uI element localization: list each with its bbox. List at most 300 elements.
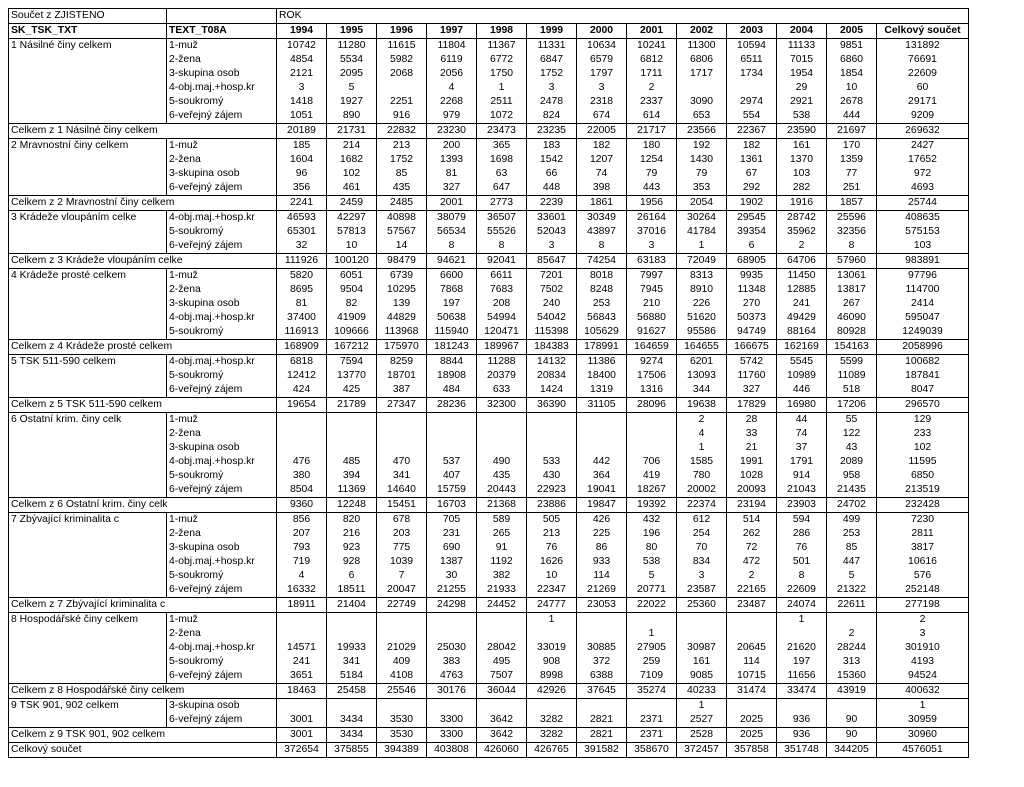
value-cell: 55526 (477, 225, 527, 239)
group-total-cell: 35274 (627, 684, 677, 699)
value-cell: 1393 (427, 153, 477, 167)
value-cell: 10634 (577, 39, 627, 54)
row-total-cell: 129 (877, 413, 969, 428)
value-cell: 780 (677, 469, 727, 483)
value-cell: 775 (377, 541, 427, 555)
group-total-cell: 90 (827, 728, 877, 743)
value-cell (377, 613, 427, 628)
row-total-cell: 1 (877, 699, 969, 714)
value-cell: 647 (477, 181, 527, 196)
value-cell: 114 (577, 569, 627, 583)
value-cell: 933 (577, 555, 627, 569)
value-cell: 11348 (727, 283, 777, 297)
group-total-cell: 31474 (727, 684, 777, 699)
value-cell: 196 (627, 527, 677, 541)
subtype-label: 6-veřejný zájem (167, 383, 277, 398)
data-row (9, 39, 969, 54)
group-total-cell: 23903 (777, 498, 827, 513)
value-cell (627, 413, 677, 428)
value-cell: 5742 (727, 355, 777, 370)
value-cell: 4763 (427, 669, 477, 684)
value-cell: 7683 (477, 283, 527, 297)
value-cell (327, 699, 377, 714)
value-cell: 197 (427, 297, 477, 311)
value-cell: 470 (377, 455, 427, 469)
value-cell: 20771 (627, 583, 677, 598)
group-total-cell: 23053 (577, 598, 627, 613)
group-total-cell: 2773 (477, 196, 527, 211)
value-cell: 251 (827, 181, 877, 196)
value-cell: 11656 (777, 669, 827, 684)
group-total-cell: 22611 (827, 598, 877, 613)
value-cell: 26164 (627, 211, 677, 226)
subtype-label: 3-skupina osob (167, 67, 277, 81)
group-total-cell: 98479 (377, 254, 427, 269)
value-cell: 114 (727, 655, 777, 669)
title-row (9, 9, 969, 24)
group-total-row (9, 598, 969, 613)
value-cell: 2 (827, 627, 877, 641)
value-cell: 313 (827, 655, 877, 669)
value-cell: 6739 (377, 269, 427, 284)
corner-spacer (167, 9, 277, 24)
value-cell: 170 (827, 139, 877, 154)
value-cell: 259 (627, 655, 677, 669)
value-cell: 1028 (727, 469, 777, 483)
value-cell: 1682 (327, 153, 377, 167)
value-cell (577, 699, 627, 714)
group-total-cell: 23886 (527, 498, 577, 513)
row-total-cell: 575153 (877, 225, 969, 239)
value-cell (477, 427, 527, 441)
column-header-subtype: TEXT_T08A (167, 24, 277, 39)
column-header-total: Celkový součet (877, 24, 969, 39)
value-cell: 435 (477, 469, 527, 483)
row-total-cell: 100682 (877, 355, 969, 370)
value-cell: 82 (327, 297, 377, 311)
value-cell: 7507 (477, 669, 527, 684)
subtype-label: 6-veřejný zájem (167, 669, 277, 684)
column-header-year: 2004 (777, 24, 827, 39)
value-cell: 5534 (327, 53, 377, 67)
value-cell: 10295 (377, 283, 427, 297)
grand-total-sum: 4576051 (877, 743, 969, 758)
value-cell: 2121 (277, 67, 327, 81)
value-cell: 448 (527, 181, 577, 196)
value-cell: 3 (677, 569, 727, 583)
group-total-sum: 25744 (877, 196, 969, 211)
group-total-cell: 42926 (527, 684, 577, 699)
value-cell: 2921 (777, 95, 827, 109)
value-cell: 7868 (427, 283, 477, 297)
group-total-cell: 74254 (577, 254, 627, 269)
group-total-row (9, 254, 969, 269)
value-cell: 80928 (827, 325, 877, 340)
value-cell: 13093 (677, 369, 727, 383)
group-total-cell: 2459 (327, 196, 377, 211)
pivot-table (8, 8, 969, 758)
value-cell: 7201 (527, 269, 577, 284)
header-row (9, 24, 969, 39)
value-cell: 514 (727, 513, 777, 528)
value-cell: 225 (577, 527, 627, 541)
value-cell: 44 (777, 413, 827, 428)
value-cell: 213 (377, 139, 427, 154)
group-total-row (9, 340, 969, 355)
value-cell: 18908 (427, 369, 477, 383)
value-cell: 706 (627, 455, 677, 469)
value-cell: 1 (677, 239, 727, 254)
value-cell: 85 (827, 541, 877, 555)
value-cell: 908 (527, 655, 577, 669)
value-cell (377, 627, 427, 641)
value-cell: 3282 (527, 713, 577, 728)
value-cell (527, 413, 577, 428)
value-cell: 42297 (327, 211, 377, 226)
value-cell: 2068 (377, 67, 427, 81)
group-total-label: Celkem z 8 Hospodářské činy celkem (9, 684, 277, 699)
row-total-cell: 2414 (877, 297, 969, 311)
group-total-cell: 23590 (777, 124, 827, 139)
group-total-cell: 2371 (627, 728, 677, 743)
value-cell: 353 (677, 181, 727, 196)
value-cell: 203 (377, 527, 427, 541)
value-cell: 690 (427, 541, 477, 555)
value-cell: 6051 (327, 269, 377, 284)
value-cell: 103 (777, 167, 827, 181)
value-cell: 8910 (677, 283, 727, 297)
value-cell: 28244 (827, 641, 877, 655)
value-cell (427, 413, 477, 428)
value-cell: 241 (277, 655, 327, 669)
subtype-label: 2-žena (167, 53, 277, 67)
column-header-year: 1995 (327, 24, 377, 39)
value-cell: 614 (627, 109, 677, 124)
column-header-year: 2000 (577, 24, 627, 39)
subtype-label: 5-soukromý (167, 369, 277, 383)
value-cell: 383 (427, 655, 477, 669)
grand-total-cell: 403808 (427, 743, 477, 758)
value-cell: 18267 (627, 483, 677, 498)
group-total-cell: 168909 (277, 340, 327, 355)
row-total-cell: 2427 (877, 139, 969, 154)
value-cell: 11331 (527, 39, 577, 54)
value-cell: 11133 (777, 39, 827, 54)
data-row (9, 211, 969, 226)
value-cell: 54994 (477, 311, 527, 325)
value-cell: 10 (827, 81, 877, 95)
value-cell: 9085 (677, 669, 727, 684)
value-cell: 38079 (427, 211, 477, 226)
group-total-cell: 31105 (577, 398, 627, 413)
data-row (9, 139, 969, 154)
group-total-cell: 37645 (577, 684, 627, 699)
value-cell: 182 (727, 139, 777, 154)
value-cell: 7109 (627, 669, 677, 684)
value-cell: 14 (377, 239, 427, 254)
value-cell: 22347 (527, 583, 577, 598)
row-total-cell: 102 (877, 441, 969, 455)
value-cell: 10 (527, 569, 577, 583)
value-cell: 11804 (427, 39, 477, 54)
value-cell: 1626 (527, 555, 577, 569)
value-cell: 21255 (427, 583, 477, 598)
category-label: 6 Ostatní krim. činy celk (9, 413, 167, 498)
group-total-cell: 28096 (627, 398, 677, 413)
value-cell: 8018 (577, 269, 627, 284)
value-cell: 20645 (727, 641, 777, 655)
value-cell (677, 81, 727, 95)
value-cell: 7945 (627, 283, 677, 297)
value-cell: 15360 (827, 669, 877, 684)
value-cell: 40898 (377, 211, 427, 226)
subtype-label: 6-veřejný zájem (167, 583, 277, 598)
group-total-cell: 22367 (727, 124, 777, 139)
group-total-sum: 232428 (877, 498, 969, 513)
value-cell: 81 (277, 297, 327, 311)
value-cell: 484 (427, 383, 477, 398)
value-cell: 705 (427, 513, 477, 528)
value-cell: 11288 (477, 355, 527, 370)
group-total-cell: 24777 (527, 598, 577, 613)
value-cell: 21 (727, 441, 777, 455)
value-cell: 116913 (277, 325, 327, 340)
value-cell: 2095 (327, 67, 377, 81)
value-cell: 21620 (777, 641, 827, 655)
subtype-label: 3-skupina osob (167, 699, 277, 714)
group-total-sum: 2058996 (877, 340, 969, 355)
value-cell: 1791 (777, 455, 827, 469)
group-total-cell: 162169 (777, 340, 827, 355)
value-cell: 5599 (827, 355, 877, 370)
value-cell: 270 (727, 297, 777, 311)
value-cell (627, 699, 677, 714)
subtype-label: 2-žena (167, 627, 277, 641)
value-cell (477, 627, 527, 641)
group-total-cell: 23473 (477, 124, 527, 139)
value-cell: 936 (777, 713, 827, 728)
row-total-cell: 9209 (877, 109, 969, 124)
value-cell: 216 (327, 527, 377, 541)
subtype-label: 4-obj.maj.+hosp.kr (167, 455, 277, 469)
value-cell: 113968 (377, 325, 427, 340)
group-total-cell: 166675 (727, 340, 777, 355)
group-total-cell: 2241 (277, 196, 327, 211)
subtype-label: 3-skupina osob (167, 441, 277, 455)
value-cell: 37 (777, 441, 827, 455)
value-cell: 419 (627, 469, 677, 483)
data-row (9, 699, 969, 714)
grand-total-cell: 391582 (577, 743, 627, 758)
value-cell: 21269 (577, 583, 627, 598)
group-total-cell: 28236 (427, 398, 477, 413)
group-total-cell: 20189 (277, 124, 327, 139)
value-cell: 442 (577, 455, 627, 469)
value-cell: 7997 (627, 269, 677, 284)
value-cell: 1604 (277, 153, 327, 167)
group-total-cell: 36390 (527, 398, 577, 413)
value-cell: 33 (727, 427, 777, 441)
value-cell: 29 (777, 81, 827, 95)
category-label: 2 Mravnostní činy celkem (9, 139, 167, 196)
group-total-cell: 33474 (777, 684, 827, 699)
value-cell: 8504 (277, 483, 327, 498)
value-cell: 11450 (777, 269, 827, 284)
value-cell (377, 413, 427, 428)
value-cell: 4854 (277, 53, 327, 67)
grand-total-cell: 394389 (377, 743, 427, 758)
row-total-cell: 2811 (877, 527, 969, 541)
value-cell: 63 (477, 167, 527, 181)
group-total-cell: 18463 (277, 684, 327, 699)
group-total-cell: 19638 (677, 398, 727, 413)
group-total-cell: 184383 (527, 340, 577, 355)
value-cell: 6388 (577, 669, 627, 684)
subtype-label: 1-muž (167, 139, 277, 154)
value-cell: 76 (527, 541, 577, 555)
value-cell: 11615 (377, 39, 427, 54)
value-cell (577, 613, 627, 628)
value-cell: 91627 (627, 325, 677, 340)
value-cell: 719 (277, 555, 327, 569)
value-cell: 6119 (427, 53, 477, 67)
group-total-cell: 19392 (627, 498, 677, 513)
row-total-cell: 94524 (877, 669, 969, 684)
value-cell (577, 427, 627, 441)
subtype-label: 6-veřejný zájem (167, 109, 277, 124)
grand-total-cell: 351748 (777, 743, 827, 758)
value-cell (477, 613, 527, 628)
group-total-cell: 3001 (277, 728, 327, 743)
group-total-cell: 21404 (327, 598, 377, 613)
value-cell: 11369 (327, 483, 377, 498)
value-cell: 41909 (327, 311, 377, 325)
value-cell: 6772 (477, 53, 527, 67)
column-header-year: 2001 (627, 24, 677, 39)
group-total-cell: 3642 (477, 728, 527, 743)
value-cell: 90 (827, 713, 877, 728)
value-cell: 28742 (777, 211, 827, 226)
group-total-cell: 23487 (727, 598, 777, 613)
group-total-cell: 1956 (627, 196, 677, 211)
value-cell: 20379 (477, 369, 527, 383)
value-cell: 95586 (677, 325, 727, 340)
row-total-cell: 60 (877, 81, 969, 95)
data-row (9, 513, 969, 528)
value-cell: 86 (577, 541, 627, 555)
value-cell: 3434 (327, 713, 377, 728)
value-cell: 447 (827, 555, 877, 569)
value-cell (727, 613, 777, 628)
value-cell (777, 699, 827, 714)
value-cell: 8695 (277, 283, 327, 297)
group-total-row (9, 684, 969, 699)
value-cell: 3090 (677, 95, 727, 109)
value-cell: 533 (527, 455, 577, 469)
value-cell: 13061 (827, 269, 877, 284)
value-cell: 2511 (477, 95, 527, 109)
value-cell: 7502 (527, 283, 577, 297)
value-cell: 35962 (777, 225, 827, 239)
value-cell (377, 699, 427, 714)
grand-total-cell: 344205 (827, 743, 877, 758)
value-cell: 1797 (577, 67, 627, 81)
group-total-row (9, 398, 969, 413)
value-cell: 820 (327, 513, 377, 528)
value-cell: 65301 (277, 225, 327, 239)
subtype-label: 4-obj.maj.+hosp.kr (167, 641, 277, 655)
subtype-label: 5-soukromý (167, 225, 277, 239)
value-cell (377, 427, 427, 441)
value-cell: 1717 (677, 67, 727, 81)
value-cell: 3642 (477, 713, 527, 728)
value-cell: 2318 (577, 95, 627, 109)
value-cell: 490 (477, 455, 527, 469)
category-label: 4 Krádeže prosté celkem (9, 269, 167, 340)
category-label: 7 Zbývající kriminalita c (9, 513, 167, 598)
subtype-label: 5-soukromý (167, 655, 277, 669)
category-label: 9 TSK 901, 902 celkem (9, 699, 167, 728)
value-cell: 20443 (477, 483, 527, 498)
value-cell: 66 (527, 167, 577, 181)
row-total-cell: 114700 (877, 283, 969, 297)
value-cell: 505 (527, 513, 577, 528)
group-total-cell: 181243 (427, 340, 477, 355)
value-cell: 18511 (327, 583, 377, 598)
value-cell: 292 (727, 181, 777, 196)
value-cell: 8 (827, 239, 877, 254)
value-cell (627, 613, 677, 628)
value-cell: 6600 (427, 269, 477, 284)
value-cell: 3530 (377, 713, 427, 728)
group-total-cell: 2025 (727, 728, 777, 743)
group-total-cell: 167212 (327, 340, 377, 355)
category-label: 8 Hospodářské činy celkem (9, 613, 167, 684)
value-cell: 8 (777, 569, 827, 583)
value-cell (677, 613, 727, 628)
group-total-cell: 30176 (427, 684, 477, 699)
value-cell: 76 (777, 541, 827, 555)
subtype-label: 4-obj.maj.+hosp.kr (167, 555, 277, 569)
grand-total-cell: 375855 (327, 743, 377, 758)
value-cell: 56843 (577, 311, 627, 325)
group-total-cell: 23194 (727, 498, 777, 513)
value-cell: 16332 (277, 583, 327, 598)
subtype-label: 5-soukromý (167, 569, 277, 583)
row-total-cell: 3 (877, 627, 969, 641)
value-cell: 1051 (277, 109, 327, 124)
value-cell: 241 (777, 297, 827, 311)
subtype-label: 4-obj.maj.+hosp.kr (167, 311, 277, 325)
group-total-label: Celkem z 2 Mravnostní činy celkem (9, 196, 277, 211)
value-cell: 923 (327, 541, 377, 555)
value-cell: 55 (827, 413, 877, 428)
grand-total-cell: 426765 (527, 743, 577, 758)
value-cell: 11367 (477, 39, 527, 54)
value-cell: 1254 (627, 153, 677, 167)
subtype-label: 1-muž (167, 413, 277, 428)
value-cell: 8844 (427, 355, 477, 370)
value-cell: 282 (777, 181, 827, 196)
group-total-cell: 36044 (477, 684, 527, 699)
value-cell: 28042 (477, 641, 527, 655)
value-cell (577, 441, 627, 455)
value-cell: 5184 (327, 669, 377, 684)
value-cell: 538 (627, 555, 677, 569)
value-cell: 20834 (527, 369, 577, 383)
value-cell: 2337 (627, 95, 677, 109)
value-cell: 120471 (477, 325, 527, 340)
